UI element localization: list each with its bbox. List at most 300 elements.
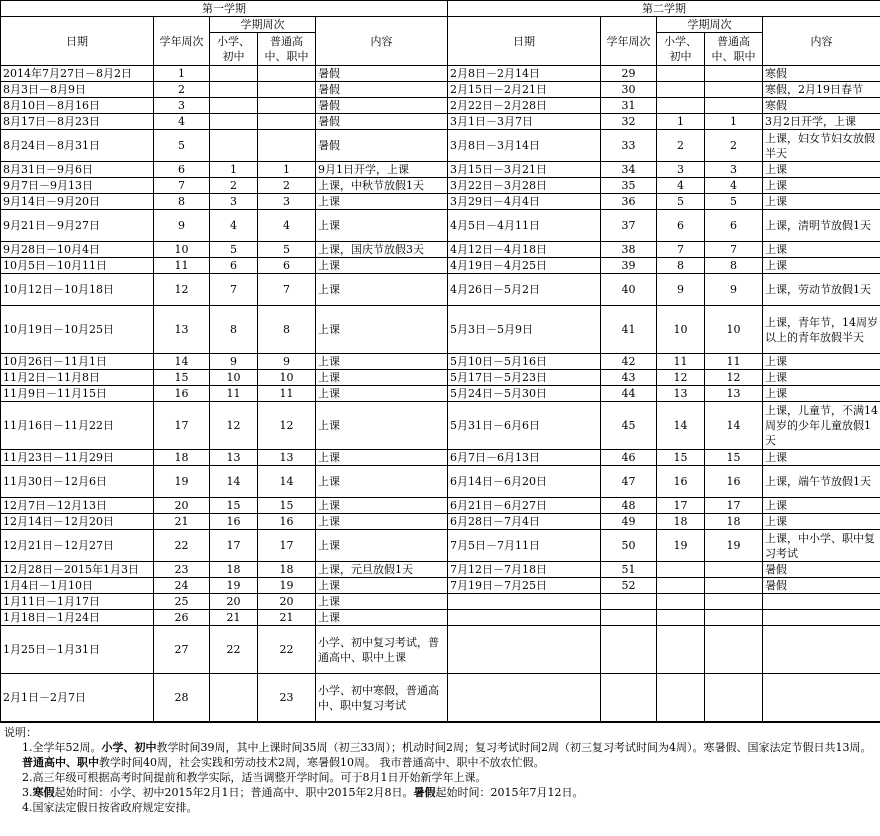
- senior-week-cell: 14: [258, 466, 316, 498]
- senior-week-cell: [258, 66, 316, 82]
- note-3: [4, 785, 876, 800]
- date-cell: 10月26日－11月1日: [1, 354, 154, 370]
- table-row: [1, 514, 880, 530]
- content-cell: 暑假: [316, 114, 448, 130]
- content-cell: 上课: [763, 370, 880, 386]
- primary-week-cell: 4: [657, 178, 705, 194]
- content-cell: 上课: [763, 178, 880, 194]
- year-week-cell: 1: [154, 66, 210, 82]
- year-week-cell: 52: [601, 578, 657, 594]
- date-cell: 2月15日－2月21日: [448, 82, 601, 98]
- date-cell: 5月31日－6月6日: [448, 402, 601, 450]
- senior-week-cell: [705, 594, 763, 610]
- content-cell: [763, 594, 880, 610]
- date-cell: 1月25日－1月31日: [1, 626, 154, 674]
- primary-week-cell: 8: [657, 258, 705, 274]
- primary-week-cell: 16: [657, 466, 705, 498]
- primary-week-cell: 20: [210, 594, 258, 610]
- primary-week-cell: 5: [210, 242, 258, 258]
- note-4: 4.国家法定假日按省政府规定安排。: [22, 801, 198, 814]
- content-cell: 上课: [316, 578, 448, 594]
- primary-week-cell: [210, 98, 258, 114]
- table-row: [1, 194, 880, 210]
- date-header: 日期: [448, 17, 601, 66]
- note-3-a: 3.: [22, 786, 33, 799]
- content-cell: 上课: [316, 306, 448, 354]
- content-header: 内容: [316, 17, 448, 66]
- primary-week-cell: 2: [210, 178, 258, 194]
- date-cell: 5月10日－5月16日: [448, 354, 601, 370]
- primary-week-cell: 17: [657, 498, 705, 514]
- note-3-e: 起始时间：2015年7月12日。: [435, 786, 584, 799]
- content-cell: 暑假: [316, 82, 448, 98]
- primary-week-cell: 19: [210, 578, 258, 594]
- senior-week-cell: [705, 674, 763, 722]
- term-week-header: 学期周次: [210, 17, 316, 33]
- year-week-cell: 39: [601, 258, 657, 274]
- date-cell: 8月24日－8月31日: [1, 130, 154, 162]
- senior-week-cell: 12: [705, 370, 763, 386]
- date-cell: 4月19日－4月25日: [448, 258, 601, 274]
- date-cell: 6月7日－6月13日: [448, 450, 601, 466]
- primary-week-cell: 4: [210, 210, 258, 242]
- year-week-cell: 25: [154, 594, 210, 610]
- year-week-cell: 22: [154, 530, 210, 562]
- year-week-cell: 5: [154, 130, 210, 162]
- senior-week-cell: [258, 82, 316, 98]
- date-cell: 8月31日－9月6日: [1, 162, 154, 178]
- table-row: [1, 354, 880, 370]
- year-week-cell: 45: [601, 402, 657, 450]
- year-week-cell: [601, 610, 657, 626]
- date-cell: 2月8日－2月14日: [448, 66, 601, 82]
- primary-week-cell: 10: [210, 370, 258, 386]
- content-cell: 小学、初中复习考试，普通高中、职中上课: [316, 626, 448, 674]
- primary-week-cell: 15: [657, 450, 705, 466]
- year-week-cell: 37: [601, 210, 657, 242]
- primary-week-cell: 22: [210, 626, 258, 674]
- senior-week-cell: [258, 98, 316, 114]
- content-cell: 小学、初中寒假，普通高中、职中复习考试: [316, 674, 448, 722]
- primary-week-cell: 19: [657, 530, 705, 562]
- date-cell: 3月1日－3月7日: [448, 114, 601, 130]
- senior-week-cell: 20: [258, 594, 316, 610]
- semester1-title: 第一学期: [1, 1, 448, 17]
- table-row: [1, 402, 880, 450]
- date-cell: 10月5日－10月11日: [1, 258, 154, 274]
- year-week-cell: 51: [601, 562, 657, 578]
- senior-week-cell: 19: [258, 578, 316, 594]
- semester2-title: 第二学期: [448, 1, 880, 17]
- date-cell: 8月17日－8月23日: [1, 114, 154, 130]
- content-cell: 暑假: [763, 578, 880, 594]
- senior-week-cell: [705, 626, 763, 674]
- senior-week-cell: [258, 130, 316, 162]
- senior-week-cell: 10: [705, 306, 763, 354]
- table-row: [1, 578, 880, 594]
- senior-week-cell: 7: [258, 274, 316, 306]
- year-week-cell: 48: [601, 498, 657, 514]
- year-week-cell: 29: [601, 66, 657, 82]
- note-3-b: 寒假: [32, 786, 55, 799]
- senior-week-cell: [705, 562, 763, 578]
- senior-week-cell: 3: [705, 162, 763, 178]
- year-week-cell: 44: [601, 386, 657, 402]
- date-cell: [448, 626, 601, 674]
- primary-week-cell: 9: [210, 354, 258, 370]
- content-cell: 上课: [763, 354, 880, 370]
- senior-week-cell: 5: [258, 242, 316, 258]
- senior-week-cell: [258, 114, 316, 130]
- date-cell: 6月21日－6月27日: [448, 498, 601, 514]
- primary-week-cell: 18: [210, 562, 258, 578]
- content-cell: 上课: [763, 514, 880, 530]
- year-week-cell: 36: [601, 194, 657, 210]
- primary-week-cell: 11: [210, 386, 258, 402]
- primary-week-cell: 16: [210, 514, 258, 530]
- table-header: [1, 1, 880, 66]
- date-cell: 10月12日－10月18日: [1, 274, 154, 306]
- primary-week-cell: 11: [657, 354, 705, 370]
- year-week-cell: [601, 626, 657, 674]
- content-cell: 上课: [763, 194, 880, 210]
- senior-week-cell: 6: [258, 258, 316, 274]
- table-row: [1, 530, 880, 562]
- year-week-cell: 13: [154, 306, 210, 354]
- content-cell: 上课: [763, 498, 880, 514]
- senior-week-cell: 2: [705, 130, 763, 162]
- senior-week-cell: 17: [705, 498, 763, 514]
- content-cell: 寒假，2月19日春节: [763, 82, 880, 98]
- primary-week-cell: 12: [210, 402, 258, 450]
- year-week-cell: [601, 674, 657, 722]
- table-row: [1, 386, 880, 402]
- table-row: [1, 498, 880, 514]
- senior-week-cell: 4: [705, 178, 763, 194]
- date-cell: 6月28日－7月4日: [448, 514, 601, 530]
- content-cell: 上课，妇女节妇女放假半天: [763, 130, 880, 162]
- primary-week-cell: 10: [657, 306, 705, 354]
- senior-week-cell: 6: [705, 210, 763, 242]
- primary-week-cell: [210, 674, 258, 722]
- senior-week-cell: 21: [258, 610, 316, 626]
- primary-week-cell: 13: [657, 386, 705, 402]
- year-week-cell: 46: [601, 450, 657, 466]
- senior-week-cell: 17: [258, 530, 316, 562]
- senior-week-cell: 22: [258, 626, 316, 674]
- date-cell: 12月7日－12月13日: [1, 498, 154, 514]
- senior-week-cell: 13: [705, 386, 763, 402]
- year-week-cell: 16: [154, 386, 210, 402]
- senior-week-cell: 4: [258, 210, 316, 242]
- date-cell: 3月29日－4月4日: [448, 194, 601, 210]
- year-week-cell: 30: [601, 82, 657, 98]
- primary-week-cell: 7: [657, 242, 705, 258]
- content-cell: 暑假: [316, 98, 448, 114]
- table-row: [1, 562, 880, 578]
- year-week-cell: 43: [601, 370, 657, 386]
- date-cell: 9月21日－9月27日: [1, 210, 154, 242]
- content-cell: 上课，清明节放假1天: [763, 210, 880, 242]
- year-week-cell: 12: [154, 274, 210, 306]
- year-week-cell: [601, 594, 657, 610]
- date-cell: 7月5日－7月11日: [448, 530, 601, 562]
- content-cell: 上课: [316, 274, 448, 306]
- content-cell: 上课: [316, 530, 448, 562]
- date-cell: [448, 674, 601, 722]
- note-1: [4, 740, 876, 770]
- primary-week-cell: [210, 114, 258, 130]
- primary-week-cell: 14: [210, 466, 258, 498]
- year-week-cell: 35: [601, 178, 657, 194]
- senior-week-cell: 15: [705, 450, 763, 466]
- primary-week-cell: [657, 98, 705, 114]
- year-week-cell: 9: [154, 210, 210, 242]
- senior-week-cell: 23: [258, 674, 316, 722]
- primary-week-cell: 21: [210, 610, 258, 626]
- senior-week-cell: 9: [258, 354, 316, 370]
- note-1-b: 小学、初中: [101, 741, 157, 754]
- senior-week-cell: [705, 610, 763, 626]
- date-cell: [448, 610, 601, 626]
- year-week-cell: 28: [154, 674, 210, 722]
- content-cell: [763, 626, 880, 674]
- table-row: [1, 674, 880, 722]
- primary-week-cell: 6: [210, 258, 258, 274]
- note-1-c: 教学时间39周，其中上课时间35周（初三33周）；机动时间2周；复习考试时间2周（初三复习考试时间为4周）。寒暑假、国家法定节假日共13周。: [156, 741, 872, 754]
- senior-week-cell: 7: [705, 242, 763, 258]
- table-row: [1, 178, 880, 194]
- year-week-cell: 18: [154, 450, 210, 466]
- content-cell: 上课，劳动节放假1天: [763, 274, 880, 306]
- senior-header: 普通高中、职中: [258, 33, 316, 66]
- table-row: [1, 242, 880, 258]
- date-cell: 3月22日－3月28日: [448, 178, 601, 194]
- primary-week-cell: 15: [210, 498, 258, 514]
- year-week-cell: 14: [154, 354, 210, 370]
- primary-week-cell: 6: [657, 210, 705, 242]
- date-cell: [448, 594, 601, 610]
- notes-title: 说明：: [4, 726, 37, 739]
- senior-week-cell: 16: [258, 514, 316, 530]
- content-cell: 上课: [763, 450, 880, 466]
- table-row: [1, 626, 880, 674]
- primary-week-cell: 18: [657, 514, 705, 530]
- primary-week-cell: [657, 674, 705, 722]
- senior-week-cell: 5: [705, 194, 763, 210]
- table-row: [1, 114, 880, 130]
- table-row: [1, 450, 880, 466]
- primary-week-cell: [657, 66, 705, 82]
- date-cell: 11月9日－11月15日: [1, 386, 154, 402]
- year-week-cell: 41: [601, 306, 657, 354]
- senior-week-cell: 8: [705, 258, 763, 274]
- date-cell: 1月18日－1月24日: [1, 610, 154, 626]
- date-cell: 9月14日－9月20日: [1, 194, 154, 210]
- note-2: 2.高三年级可根据高考时间提前和教学实际，适当调整开学时间。可于8月1日开始新学年上课。: [22, 771, 487, 784]
- content-cell: 上课: [316, 402, 448, 450]
- date-cell: 1月4日－1月10日: [1, 578, 154, 594]
- content-cell: 上课: [316, 386, 448, 402]
- year-week-cell: 32: [601, 114, 657, 130]
- year-week-header: 学年周次: [601, 17, 657, 66]
- content-header: 内容: [763, 17, 880, 66]
- content-cell: 上课: [316, 514, 448, 530]
- table-row: [1, 594, 880, 610]
- primary-week-cell: [657, 562, 705, 578]
- content-cell: 暑假: [763, 562, 880, 578]
- content-cell: 上课，儿童节，不满14周岁的少年儿童放假1天: [763, 402, 880, 450]
- senior-week-cell: [705, 82, 763, 98]
- date-cell: 7月12日－7月18日: [448, 562, 601, 578]
- senior-week-cell: 18: [258, 562, 316, 578]
- senior-week-cell: 10: [258, 370, 316, 386]
- date-cell: 12月21日－12月27日: [1, 530, 154, 562]
- primary-week-cell: [657, 578, 705, 594]
- table-row: [1, 610, 880, 626]
- table-row: [1, 98, 880, 114]
- content-cell: 上课: [316, 466, 448, 498]
- content-cell: 寒假: [763, 66, 880, 82]
- table-row: [1, 130, 880, 162]
- date-cell: 4月5日－4月11日: [448, 210, 601, 242]
- year-week-cell: 20: [154, 498, 210, 514]
- content-cell: 上课: [316, 258, 448, 274]
- primary-week-cell: 3: [210, 194, 258, 210]
- date-cell: 5月17日－5月23日: [448, 370, 601, 386]
- primary-week-cell: 3: [657, 162, 705, 178]
- primary-week-cell: 8: [210, 306, 258, 354]
- date-cell: 8月10日－8月16日: [1, 98, 154, 114]
- year-week-cell: 17: [154, 402, 210, 450]
- primary-week-cell: 1: [210, 162, 258, 178]
- content-cell: 上课，端午节放假1天: [763, 466, 880, 498]
- table-row: [1, 210, 880, 242]
- year-week-cell: 11: [154, 258, 210, 274]
- table-body: [1, 66, 880, 722]
- primary-week-cell: [210, 66, 258, 82]
- senior-week-cell: 11: [705, 354, 763, 370]
- primary-header: 小学、初中: [657, 33, 705, 66]
- content-cell: [763, 674, 880, 722]
- table-row: [1, 370, 880, 386]
- year-week-cell: 47: [601, 466, 657, 498]
- year-week-cell: 27: [154, 626, 210, 674]
- primary-week-cell: [657, 82, 705, 98]
- year-week-cell: 33: [601, 130, 657, 162]
- note-3-c: 起始时间：小学、初中2015年2月1日；普通高中、职中2015年2月8日。: [54, 786, 414, 799]
- senior-week-cell: 11: [258, 386, 316, 402]
- date-cell: 11月23日－11月29日: [1, 450, 154, 466]
- year-week-cell: 38: [601, 242, 657, 258]
- content-cell: 上课: [316, 210, 448, 242]
- content-cell: 上课: [316, 594, 448, 610]
- primary-week-cell: 5: [657, 194, 705, 210]
- senior-week-cell: 9: [705, 274, 763, 306]
- date-cell: 3月15日－3月21日: [448, 162, 601, 178]
- content-cell: 寒假: [763, 98, 880, 114]
- note-1-a: 1.全学年52周。: [22, 741, 102, 754]
- date-cell: 2014年7月27日－8月2日: [1, 66, 154, 82]
- date-cell: 11月30日－12月6日: [1, 466, 154, 498]
- date-cell: 5月24日－5月30日: [448, 386, 601, 402]
- note-3-d: 暑假: [413, 786, 436, 799]
- date-cell: 3月8日－3月14日: [448, 130, 601, 162]
- content-cell: 上课: [763, 242, 880, 258]
- primary-week-cell: [657, 594, 705, 610]
- content-cell: 3月2日开学，上课: [763, 114, 880, 130]
- year-week-cell: 8: [154, 194, 210, 210]
- notes-section: [0, 722, 880, 815]
- content-cell: 上课: [316, 354, 448, 370]
- date-cell: 8月3日－8月9日: [1, 82, 154, 98]
- primary-week-cell: 1: [657, 114, 705, 130]
- year-week-cell: 42: [601, 354, 657, 370]
- senior-week-cell: [705, 578, 763, 594]
- primary-week-cell: [657, 626, 705, 674]
- primary-week-cell: [657, 610, 705, 626]
- year-week-cell: 31: [601, 98, 657, 114]
- date-cell: 4月12日－4月18日: [448, 242, 601, 258]
- year-week-cell: 2: [154, 82, 210, 98]
- senior-week-cell: 1: [705, 114, 763, 130]
- date-cell: 1月11日－1月17日: [1, 594, 154, 610]
- note-1-d: 普通高中、职中: [22, 756, 99, 769]
- year-week-cell: 50: [601, 530, 657, 562]
- primary-week-cell: 13: [210, 450, 258, 466]
- table-row: [1, 82, 880, 98]
- senior-week-cell: 15: [258, 498, 316, 514]
- senior-header: 普通高中、职中: [705, 33, 763, 66]
- senior-week-cell: 13: [258, 450, 316, 466]
- date-cell: 12月28日－2015年1月3日: [1, 562, 154, 578]
- content-cell: 上课: [763, 258, 880, 274]
- date-cell: 12月14日－12月20日: [1, 514, 154, 530]
- content-cell: 上课，中秋节放假1天: [316, 178, 448, 194]
- year-week-cell: 4: [154, 114, 210, 130]
- senior-week-cell: 3: [258, 194, 316, 210]
- content-cell: 上课，青年节，14周岁以上的青年放假半天: [763, 306, 880, 354]
- content-cell: 上课: [316, 450, 448, 466]
- table-row: [1, 66, 880, 82]
- primary-week-cell: 12: [657, 370, 705, 386]
- content-cell: 上课: [316, 370, 448, 386]
- senior-week-cell: 2: [258, 178, 316, 194]
- year-week-cell: 19: [154, 466, 210, 498]
- date-cell: 9月28日－10月4日: [1, 242, 154, 258]
- date-cell: 7月19日－7月25日: [448, 578, 601, 594]
- primary-week-cell: 7: [210, 274, 258, 306]
- table-row: [1, 466, 880, 498]
- content-cell: 上课: [763, 386, 880, 402]
- content-cell: 上课: [316, 498, 448, 514]
- year-week-cell: 49: [601, 514, 657, 530]
- term-week-header: 学期周次: [657, 17, 763, 33]
- year-week-cell: 34: [601, 162, 657, 178]
- date-cell: 6月14日－6月20日: [448, 466, 601, 498]
- date-cell: 11月16日－11月22日: [1, 402, 154, 450]
- table-row: [1, 306, 880, 354]
- senior-week-cell: [705, 98, 763, 114]
- senior-week-cell: 19: [705, 530, 763, 562]
- content-cell: 暑假: [316, 66, 448, 82]
- date-cell: 9月7日－9月13日: [1, 178, 154, 194]
- year-week-cell: 40: [601, 274, 657, 306]
- date-cell: 5月3日－5月9日: [448, 306, 601, 354]
- date-cell: 10月19日－10月25日: [1, 306, 154, 354]
- primary-week-cell: [210, 82, 258, 98]
- table-row: [1, 274, 880, 306]
